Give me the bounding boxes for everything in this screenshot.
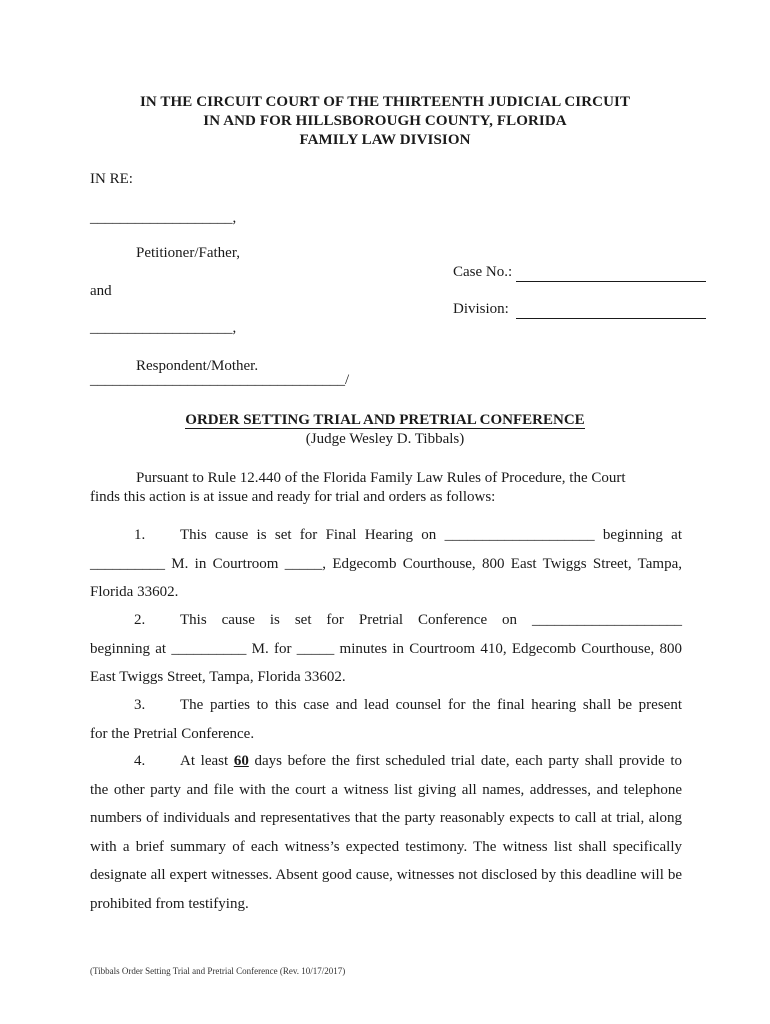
division-line	[516, 318, 706, 319]
paragraph-lead: The parties to this case and lead counsel for the final hearing shall be present	[180, 697, 682, 713]
paragraph-lead-pre: At least	[180, 753, 234, 769]
paragraph-rest: beginning at __________ M. for _____ minutes in Courtroom 410, Edgecomb Courthouse, 800 East Twiggs Street, Tampa, Florida 33602.	[90, 640, 682, 686]
petitioner-label: Petitioner/Father,	[136, 245, 240, 261]
paragraph-lead: This cause is set for Pretrial Conference on ____________________	[180, 612, 682, 628]
paragraph-1	[90, 521, 682, 607]
division-label: Division:	[453, 301, 509, 317]
court-line-2: IN AND FOR HILLSBOROUGH COUNTY, FLORIDA	[203, 113, 567, 129]
respondent-label: Respondent/Mother.	[136, 358, 259, 374]
judge-name: (Judge Wesley D. Tibbals)	[305, 431, 465, 447]
footer-revision: (Tibbals Order Setting Trial and Pretrial Conference (Rev. 10/17/2017)	[90, 966, 346, 976]
in-re-label: IN RE:	[90, 171, 133, 187]
intro-line-2: finds this action is at issue and ready for trial and orders as follows:	[90, 489, 496, 505]
respondent-name-blank: ___________________,	[90, 320, 237, 336]
case-number-label: Case No.:	[453, 264, 513, 280]
and-label: and	[90, 283, 112, 299]
paragraph-rest: for the Pretrial Conference.	[90, 725, 255, 742]
caption-closing-line: __________________________________/	[90, 372, 350, 388]
paragraph-rest: the other party and file with the court a witness list giving all names, addresses, and telephone numbers of individuals and representatives that the party reasonably expects to call at trial, along with a brief summary of each witness’s expected testimony. The witness list shall specifically designate all expert witnesses. Absent good cause, witnesses not disclosed by this deadline will be prohibited from testifying.	[90, 781, 682, 912]
paragraph-3	[90, 691, 682, 748]
paragraph-4	[90, 747, 682, 919]
paragraph-lead-post: days before the first scheduled trial date, each party shall provide to	[248, 753, 682, 769]
paragraph-lead: This cause is set for Final Hearing on ____________________ beginning at	[180, 527, 682, 543]
court-line-1: IN THE CIRCUIT COURT OF THE THIRTEENTH JUDICIAL CIRCUIT	[139, 94, 631, 110]
paragraph-number: 4.	[134, 753, 146, 769]
paragraph-number: 3.	[134, 697, 146, 713]
paragraph-number: 1.	[134, 527, 146, 543]
intro-line-1: Pursuant to Rule 12.440 of the Florida Family Law Rules of Procedure, the Court	[136, 470, 626, 486]
days-count: 60	[233, 753, 249, 769]
paragraph-2	[90, 606, 682, 692]
petitioner-name-blank: ___________________,	[90, 210, 237, 226]
paragraph-rest: __________ M. in Courtroom _____, Edgecomb Courthouse, 800 East Twiggs Street, Tampa, Florida 33602.	[90, 555, 682, 601]
order-title: ORDER SETTING TRIAL AND PRETRIAL CONFERENCE	[185, 412, 585, 428]
paragraph-number: 2.	[134, 612, 146, 628]
case-number-line	[516, 281, 706, 282]
court-line-3: FAMILY LAW DIVISION	[299, 132, 471, 148]
